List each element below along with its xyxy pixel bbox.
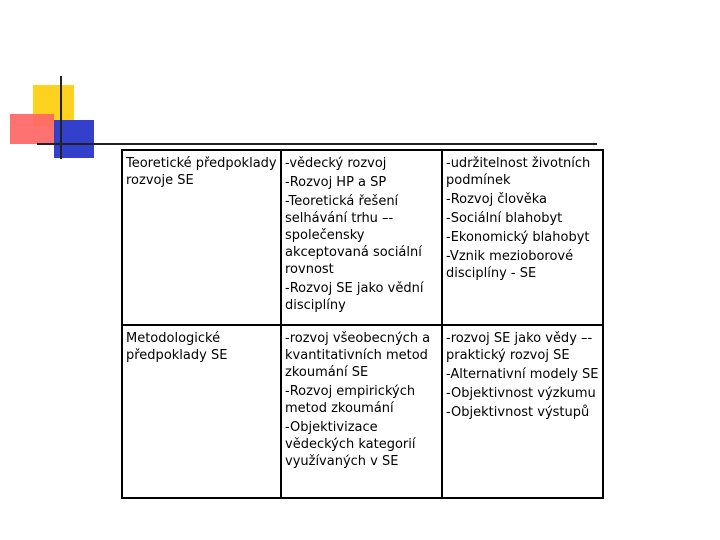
row-label: Teoretické předpoklady rozvoje SE xyxy=(126,156,277,188)
horizontal-divider-line xyxy=(37,143,597,145)
list-item: -Rozvoj empirických metod zkoumání xyxy=(285,384,416,416)
table-row-theoretical xyxy=(122,150,603,325)
table-cell xyxy=(281,150,442,325)
list-item: -udržitelnost životních podmínek xyxy=(446,156,591,188)
list-item: -Rozvoj člověka xyxy=(446,192,547,207)
table-cell xyxy=(281,325,442,498)
list-item: -Ekonomický blahobyt xyxy=(446,230,590,245)
row-label-cell xyxy=(122,150,281,325)
list-item: -Rozvoj SE jako vědní disciplíny xyxy=(285,281,424,313)
list-item: -rozvoj všeobecných a kvantitativních metod zkoumání SE xyxy=(285,331,431,380)
list-item: -Rozvoj HP a SP xyxy=(285,175,387,190)
table-row-methodological xyxy=(122,325,603,498)
list-item: -Vznik mezioborové disciplíny - SE xyxy=(446,249,574,281)
list-item: -Alternativní modely SE xyxy=(446,367,599,382)
list-item: -Sociální blahobyt xyxy=(446,211,563,226)
list-item: -Objektivnost výstupů xyxy=(446,405,590,420)
row-label: Metodologické předpoklady SE xyxy=(126,331,228,363)
list-item: -vědecký rozvoj xyxy=(285,156,387,171)
table-cell xyxy=(442,325,603,498)
list-item: -Objektivnost výzkumu xyxy=(446,386,596,401)
content-table xyxy=(121,149,604,499)
list-item: -Teoretická řešení selhávání trhu –-společensky akceptovaná sociální rovnost xyxy=(285,194,422,277)
list-item: -rozvoj SE jako vědy –-praktický rozvoj SE xyxy=(446,331,593,363)
vertical-divider-line xyxy=(60,76,62,159)
row-label-cell xyxy=(122,325,281,498)
list-item: -Objektivizace vědeckých kategorií využívaných v SE xyxy=(285,420,416,469)
red-rectangle-decoration xyxy=(10,114,54,144)
table-cell xyxy=(442,150,603,325)
